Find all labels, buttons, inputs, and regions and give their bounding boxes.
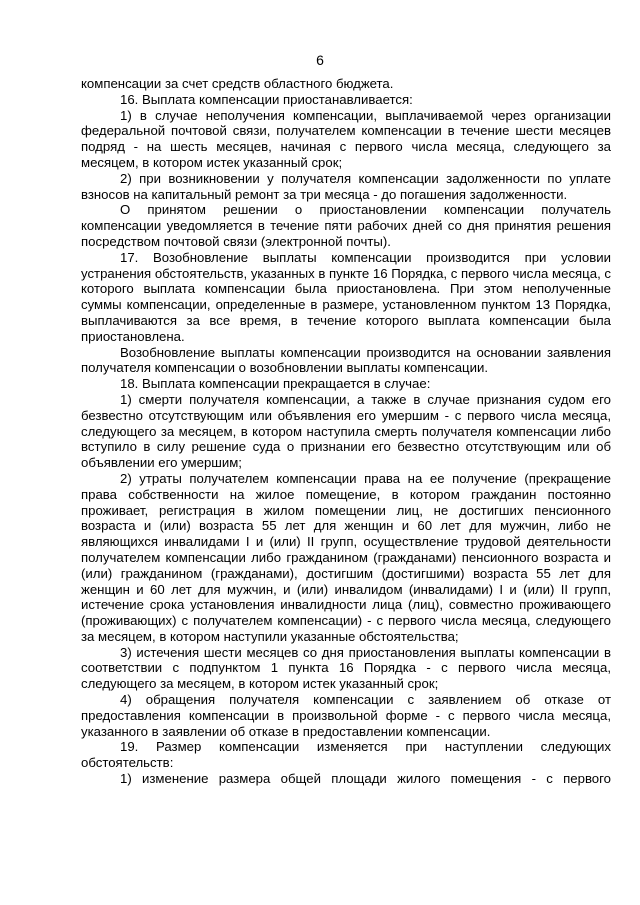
paragraph: 1) изменение размера общей площади жилого помещения - с первого [120, 771, 611, 787]
paragraph: 18. Выплата компенсации прекращается в случае: [120, 376, 431, 392]
page-number: 6 [316, 52, 324, 68]
paragraph: О принятом решении о приостановлении компенсации получатель компенсации уведомляется в течение пяти рабочих дней со дня принятия решения посредством почтовой связи (электронной почты). [81, 202, 611, 249]
paragraph: 2) при возникновении у получателя компенсации задолженности по уплате взносов на капитальный ремонт за три месяца - до погашения задолженности. [81, 170, 611, 202]
paragraph: компенсации за счет средств областного бюджета. [81, 76, 394, 91]
paragraph: 2) утраты получателем компенсации права на ее получение (прекращение права собственности на жилое помещение, в котором гражданин постоянно проживает, регистрация в жилом помещении лиц, не достигших пенсионного возраста и (или) возраста 55 лет для женщин и 60 лет для мужчин, либо не являющихся инвалидами I и (или) II групп, осуществление трудовой деятельности получателем компенсации либо гражданином (гражданами) пенсионного возраста и (или) гражданином (гражданами), достигшим (достигшими) возраста 55 лет для женщин и 60 лет для мужчин, и (или) инвалидом (инвалидами) I и (или) II групп, истечение срока установления инвалидности лица (лиц), совместно проживающего (проживающих) с получателем компенсации) - с первого числа месяца, следующего за месяцем, в котором наступили указанные обстоятельства; [81, 470, 611, 644]
paragraph: 1) смерти получателя компенсации, а также в случае признания судом его безвестно отсутствующим или объявления его умершим - с первого числа месяца, следующего за месяцем, в котором наступила смерть получателя компенсации либо вступило в силу решение суда о признании его безвестно отсутствующим или об объявлении его умершим; [81, 391, 611, 471]
paragraph: 4) обращения получателя компенсации с заявлением об отказе от предоставления компенсации в произвольной форме - с первого числа месяца, указанного в заявлении об отказе в предоставлении компенсации. [81, 692, 611, 739]
paragraph: 19. Размер компенсации изменяется при наступлении следующих обстоятельств: [81, 739, 611, 771]
paragraph: Возобновление выплаты компенсации производится на основании заявления получателя компенсации о возобновлении выплаты компенсации. [81, 344, 611, 376]
document-body [81, 76, 611, 787]
paragraph: 1) в случае неполучения компенсации, выплачиваемой через организации федеральной почтовой связи, получателем компенсации в течение шести месяцев подряд - на шесть месяцев, начиная с первого числа месяца, следующего за месяцем, в котором истек указанный срок; [81, 107, 611, 170]
paragraph: 3) истечения шести месяцев со дня приостановления выплаты компенсации в соответствии с подпунктом 1 пункта 16 Порядка - с первого числа месяца, следующего за месяцем, в котором истек указанный срок; [81, 644, 611, 692]
paragraph: 17. Возобновление выплаты компенсации производится при условии устранения обстоятельств, указанных в пункте 16 Порядка, с первого числа месяца, с которого выплата компенсации была приостановлена. При этом неполученные суммы компенсации, определенные в размере, установленном пунктом 13 Порядка, выплачиваются за все время, в течение которого выплата компенсации была приостановлена. [81, 249, 611, 344]
paragraph: 16. Выплата компенсации приостанавливается: [120, 91, 413, 107]
